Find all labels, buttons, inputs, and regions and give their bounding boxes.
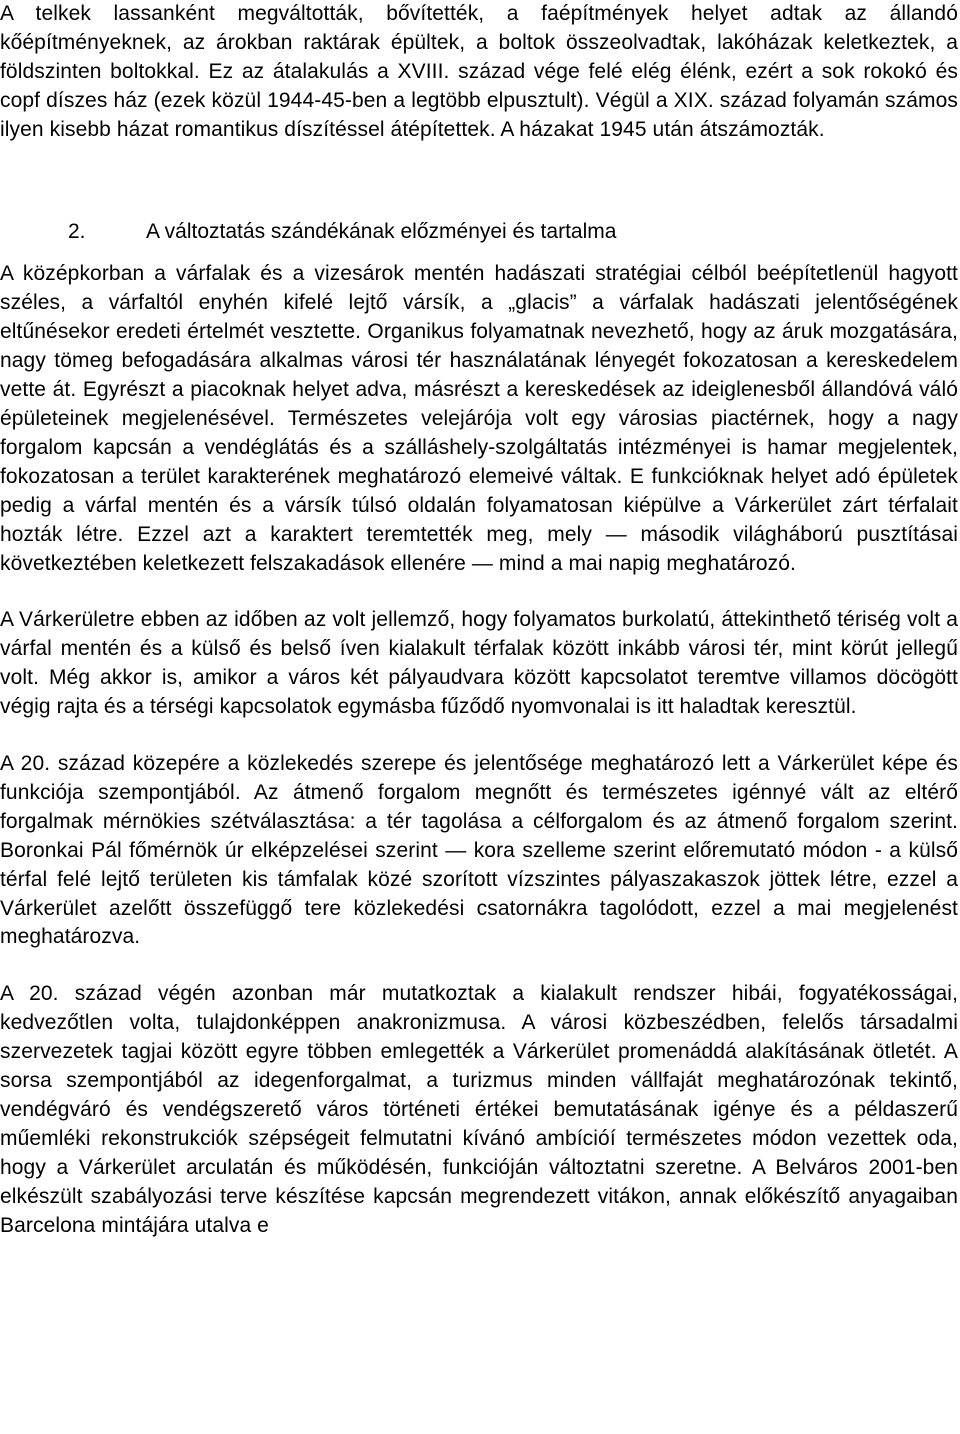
paragraph-intro: A telkek lassanként megváltották, bővítették, a faépítmények helyet adtak az állandó kőépítményeknek, az árokban raktárak épültek, a boltok összeolvadtak, lakóházak keletkeztek, a földszinten boltokkal. Ez az átalakulás a XVIII. század vége felé elég élénk, ezért a sok rokokó és copf díszes ház (ezek közül 1944-45-ben a legtöbb elpusztult). Végül a XIX. század folyamán számos ilyen kisebb házat romantikus díszítéssel átépítettek. A házakat 1945 után átszámozták.	[0, 2, 958, 141]
paragraph-glacis: A középkorban a várfalak és a vizesárok mentén hadászati stratégiai célból beépítetlenül hagyott széles, a várfaltól enyhén kifelé lejtő vársík, a „glacis” a várfalak hadászati jelentőségének eltűnésekor eredeti értelmét vesztette. Organikus folyamatnak nevezhető, hogy az áruk mozgatására, nagy tömeg befogadására alkalmas városi tér használatának lényegét fokozatosan a kereskedelem vette át. Egyrészt a piacoknak helyet adva, másrészt a kereskedések az ideiglenesből állandóvá váló épületeinek megjelenésével. Természetes velejárója volt egy városias piactérnek, hogy a nagy forgalom kapcsán a vendéglátás és a szálláshely-szolgáltatás intézményei is hamar megjelentek, fokozatosan a terület karakterének meghatározó elemeivé váltak. E funkcióknak helyet adó épületek pedig a várfal mentén és a vársík túlsó oldalán folyamatosan kiépülve a Várkerület zárt térfalait hozták létre. Ezzel azt a karaktert teremtették meg, mely — második világháború pusztításai következtében keletkezett felszakadások ellenére — mind a mai napig meghatározó.	[0, 262, 958, 575]
section-heading	[0, 218, 958, 247]
section-number: 2.	[68, 219, 86, 243]
paragraph-end-of-century: A 20. század végén azonban már mutatkoztak a kialakult rendszer hibái, fogyatékosságai, kedvezőtlen volta, tulajdonképpen anakronizmusa. A városi közbeszédben, felelős társadalmi szervezetek tagjai között egyre többen emlegették a Várkerület promenáddá alakításának ötletét. A sorsa szempontjából az idegenforgalmat, a turizmus minden vállfaját meghatározónak tekintő, vendégváró és vendégszerető város történeti értékei bemutatásának igénye és a példaszerű műemléki rekonstrukciók szépségeit felmutatni kívánó ambícióí természetes módon vezettek oda, hogy a Várkerület arculatán és működésén, funkcióján változtatni szeretne. A Belváros 2001-ben elkészült szabályozási terve készítése kapcsán megrendezett vitákon, annak előkészítő anyagaiban Barcelona mintájára utalva e	[0, 982, 958, 1237]
paragraph-20th-century: A 20. század közepére a közlekedés szerepe és jelentősége meghatározó lett a Várkerület képe és funkciója szempontjából. Az átmenő forgalom megnőtt és természetes igénnyé vált az eltérő forgalmak mérnökies szétválasztása: a tér tagolása a célforgalom és az átmenő forgalom szerint. Boronkai Pál főmérnök úr elképzelései szerint — kora szelleme szerint előremutató módon - a külső térfal felé lejtő területen kis támfalak közé szorított vízszintes pályaszakaszok jöttek létre, ezzel a Várkerület azelőtt összefüggő tere közlekedési csatornákra tagolódott, ezzel a mai megjelenést meghatározva.	[0, 752, 958, 949]
paragraph-varkerulet: A Várkerületre ebben az időben az volt jellemző, hogy folyamatos burkolatú, áttekinthető tériség volt a várfal mentén és a külső és belső íven kialakult térfalak között inkább városi tér, mint körút jellegű volt. Még akkor is, amikor a város két pályaudvara között kapcsolatot teremtve villamos döcögött végig rajta és a térségi kapcsolatok egymásba fűződő nyomvonalai is itt haladtak keresztül.	[0, 608, 958, 719]
section-title: A változtatás szándékának előzményei és tartalma	[146, 219, 617, 243]
